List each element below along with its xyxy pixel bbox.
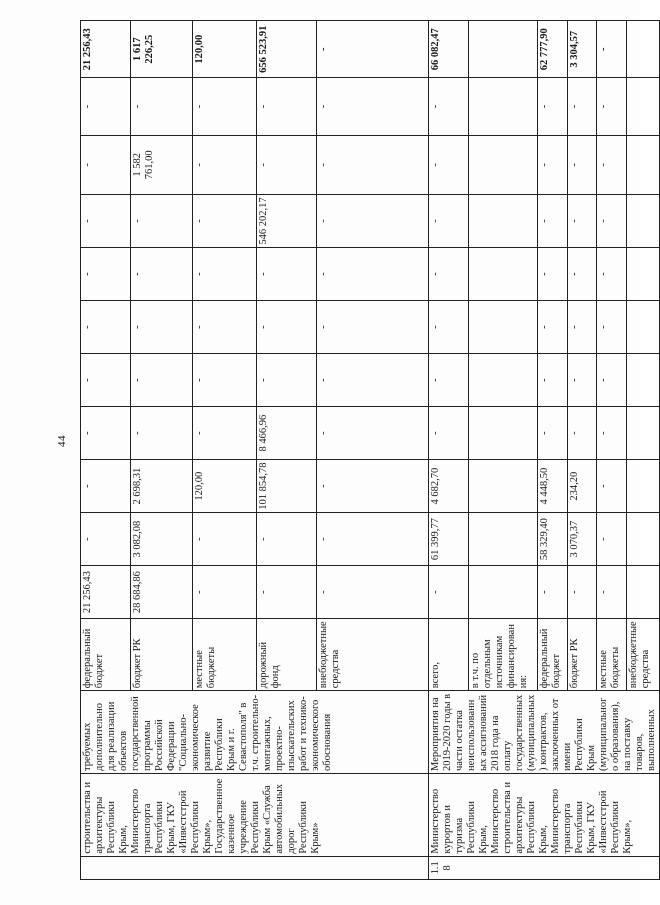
value-cell: - bbox=[596, 566, 626, 619]
value-cell: - bbox=[257, 301, 317, 354]
value-cell bbox=[468, 354, 538, 407]
value-cell: - bbox=[131, 248, 193, 301]
value-cell bbox=[626, 301, 659, 354]
table-row bbox=[429, 21, 469, 880]
value-cell: - bbox=[81, 248, 131, 301]
value-cell: 1 582 761,00 bbox=[131, 135, 193, 194]
source-cell: в т.ч. по отдельным источникам финансирования: bbox=[468, 619, 538, 691]
value-cell: - bbox=[81, 460, 131, 513]
page-number: 44 bbox=[56, 435, 68, 447]
total-cell bbox=[626, 21, 659, 78]
value-cell: - bbox=[538, 354, 568, 407]
source-cell: федеральный бюджет bbox=[81, 619, 131, 691]
value-cell: - bbox=[429, 78, 469, 135]
value-cell: - bbox=[596, 460, 626, 513]
rotated-table-container bbox=[80, 20, 657, 880]
value-cell: - bbox=[317, 354, 429, 407]
value-cell: 3 082,08 bbox=[131, 513, 193, 566]
value-cell: 28 684,86 bbox=[131, 566, 193, 619]
source-cell: всего, bbox=[429, 619, 469, 691]
value-cell bbox=[468, 78, 538, 135]
value-cell: - bbox=[257, 513, 317, 566]
value-cell: 546 202,17 bbox=[257, 195, 317, 248]
value-cell: - bbox=[317, 301, 429, 354]
value-cell bbox=[626, 460, 659, 513]
value-cell bbox=[626, 566, 659, 619]
value-cell: - bbox=[193, 566, 257, 619]
value-cell bbox=[468, 195, 538, 248]
total-cell bbox=[468, 21, 538, 78]
table-row bbox=[81, 21, 131, 880]
value-cell bbox=[626, 135, 659, 194]
value-cell: - bbox=[429, 566, 469, 619]
value-cell bbox=[626, 354, 659, 407]
value-cell: 4 448,50 bbox=[538, 460, 568, 513]
value-cell: - bbox=[429, 301, 469, 354]
value-cell: 61 399,77 bbox=[429, 513, 469, 566]
row-number bbox=[81, 856, 429, 879]
row-number: 1.18 bbox=[429, 856, 660, 879]
total-cell: - bbox=[596, 21, 626, 78]
value-cell: - bbox=[538, 195, 568, 248]
value-cell: - bbox=[568, 354, 597, 407]
value-cell bbox=[468, 566, 538, 619]
value-cell: - bbox=[257, 248, 317, 301]
value-cell: - bbox=[81, 354, 131, 407]
value-cell: - bbox=[317, 195, 429, 248]
value-cell: - bbox=[193, 407, 257, 460]
value-cell: - bbox=[131, 78, 193, 135]
value-cell: - bbox=[193, 248, 257, 301]
source-cell: внебюджетные средства bbox=[626, 619, 659, 691]
value-cell: - bbox=[568, 135, 597, 194]
value-cell: - bbox=[568, 248, 597, 301]
value-cell: - bbox=[257, 135, 317, 194]
value-cell: - bbox=[538, 566, 568, 619]
value-cell: - bbox=[193, 354, 257, 407]
value-cell: - bbox=[317, 248, 429, 301]
value-cell: - bbox=[257, 566, 317, 619]
value-cell: - bbox=[257, 78, 317, 135]
value-cell bbox=[626, 195, 659, 248]
value-cell: - bbox=[596, 354, 626, 407]
value-cell: - bbox=[193, 513, 257, 566]
value-cell bbox=[626, 407, 659, 460]
value-cell: - bbox=[131, 301, 193, 354]
value-cell: - bbox=[538, 248, 568, 301]
value-cell: - bbox=[131, 407, 193, 460]
value-cell: - bbox=[317, 78, 429, 135]
value-cell: - bbox=[131, 195, 193, 248]
value-cell: - bbox=[568, 195, 597, 248]
value-cell: - bbox=[596, 301, 626, 354]
value-cell: - bbox=[317, 407, 429, 460]
value-cell: - bbox=[568, 301, 597, 354]
value-cell: - bbox=[81, 78, 131, 135]
value-cell: - bbox=[596, 513, 626, 566]
value-cell: - bbox=[596, 407, 626, 460]
value-cell: - bbox=[317, 135, 429, 194]
source-cell: местные бюджеты bbox=[596, 619, 626, 691]
value-cell: 21 256,43 bbox=[81, 566, 131, 619]
total-cell: 120,00 bbox=[193, 21, 257, 78]
funding-table bbox=[80, 20, 660, 880]
value-cell: - bbox=[429, 354, 469, 407]
value-cell: - bbox=[429, 135, 469, 194]
value-cell bbox=[468, 407, 538, 460]
value-cell bbox=[468, 135, 538, 194]
value-cell: - bbox=[317, 513, 429, 566]
total-cell: 3 304,57 bbox=[568, 21, 597, 78]
value-cell: - bbox=[596, 248, 626, 301]
value-cell: 58 329,40 bbox=[538, 513, 568, 566]
value-cell: - bbox=[317, 460, 429, 513]
value-cell bbox=[626, 248, 659, 301]
value-cell: - bbox=[568, 566, 597, 619]
value-cell: 3 070,37 bbox=[568, 513, 597, 566]
executor-cell: Министерство курортов и туризма Республики Крым, Министерство строительства и архитектуры Республики Крым, Министерство транспорта Республики Крым, ГКУ «Инвестстрой Республики Крым», bbox=[429, 773, 660, 856]
value-cell: - bbox=[81, 407, 131, 460]
value-cell: - bbox=[568, 78, 597, 135]
total-cell: 21 256,43 bbox=[81, 21, 131, 78]
value-cell: - bbox=[81, 513, 131, 566]
value-cell: - bbox=[596, 78, 626, 135]
source-cell: местные бюджеты bbox=[193, 619, 257, 691]
value-cell: - bbox=[193, 301, 257, 354]
value-cell: - bbox=[538, 135, 568, 194]
value-cell: - bbox=[81, 195, 131, 248]
total-cell: 656 523,91 bbox=[257, 21, 317, 78]
value-cell bbox=[626, 513, 659, 566]
total-cell: 66 082,47 bbox=[429, 21, 469, 78]
source-cell: дорожный фонд bbox=[257, 619, 317, 691]
value-cell bbox=[468, 248, 538, 301]
value-cell: - bbox=[81, 301, 131, 354]
value-cell: - bbox=[193, 195, 257, 248]
value-cell bbox=[468, 513, 538, 566]
value-cell: - bbox=[81, 135, 131, 194]
value-cell: - bbox=[429, 195, 469, 248]
value-cell: - bbox=[193, 135, 257, 194]
value-cell: 2 698,31 bbox=[131, 460, 193, 513]
value-cell: 234,20 bbox=[568, 460, 597, 513]
value-cell: - bbox=[596, 195, 626, 248]
value-cell: - bbox=[538, 407, 568, 460]
activity-cell: требуемых дополнительно для реализации объектов государственной программы Российской Федерации "Социально-экономическое развитие Республики Крым и г. Севастополя" в т.ч. строительно-монтажных, проектно-изыскательских работ и технико-экономического обоснования bbox=[81, 691, 429, 774]
total-cell: - bbox=[317, 21, 429, 78]
value-cell: - bbox=[257, 354, 317, 407]
value-cell: - bbox=[596, 135, 626, 194]
executor-cell: строительства и архитектуры Республики Крым, Министерство транспорта Республики Крым, ГКУ «Инвестстрой Республики Крым», Государственное казенное учреждение Республики Крым «Служба автомобильных дорог Республики Крым» bbox=[81, 773, 429, 856]
value-cell: - bbox=[193, 78, 257, 135]
source-cell: внебюджетные средства bbox=[317, 619, 429, 691]
value-cell: - bbox=[317, 566, 429, 619]
value-cell: - bbox=[131, 354, 193, 407]
value-cell bbox=[468, 301, 538, 354]
total-cell: 62 777,90 bbox=[538, 21, 568, 78]
source-cell: бюджет РК bbox=[568, 619, 597, 691]
value-cell: 120,00 bbox=[193, 460, 257, 513]
source-cell: бюджет РК bbox=[131, 619, 193, 691]
activity-cell: Мероприятия на 2019-2020 годы в части остатка неиспользованных ассигнований 2018 года на оплату государственных (муниципальных) контрактов, заключенных от имени Республики Крым (муниципального образования), на поставку товаров, выполненных bbox=[429, 691, 660, 774]
value-cell: - bbox=[429, 248, 469, 301]
value-cell: - bbox=[538, 301, 568, 354]
value-cell: 8 466,96 bbox=[257, 407, 317, 460]
total-cell: 1 617 226,25 bbox=[131, 21, 193, 78]
value-cell bbox=[468, 460, 538, 513]
value-cell: - bbox=[568, 407, 597, 460]
source-cell: федеральный бюджет bbox=[538, 619, 568, 691]
value-cell bbox=[626, 78, 659, 135]
value-cell: 101 854,78 bbox=[257, 460, 317, 513]
value-cell: - bbox=[429, 407, 469, 460]
value-cell: - bbox=[538, 78, 568, 135]
value-cell: 4 682,70 bbox=[429, 460, 469, 513]
